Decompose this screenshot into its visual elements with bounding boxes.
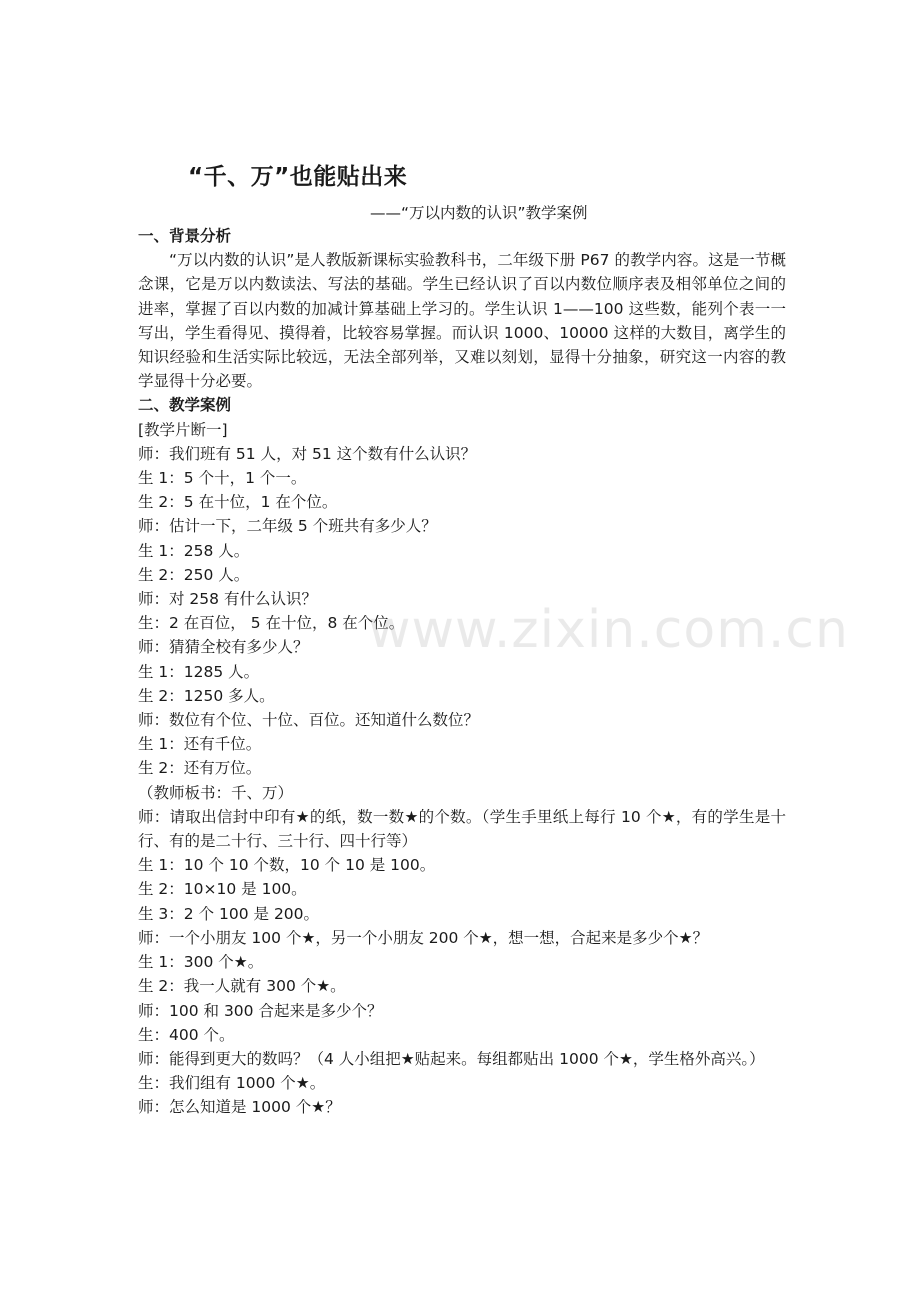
dialogue-line: 师：一个小朋友 100 个★，另一个小朋友 200 个★，想一想，合起来是多少个★？ bbox=[138, 928, 709, 947]
dialogue-line: 生 1：1285 人。 bbox=[138, 662, 260, 681]
section-heading-background: 一、背景分析 bbox=[138, 227, 232, 245]
dialogue-line: 生 2：250 人。 bbox=[138, 565, 250, 584]
dialogue-line: 生 1：还有千位。 bbox=[138, 735, 262, 754]
segment-label: [教学片断一] bbox=[138, 420, 228, 439]
dialogue-line: 师：对 258 有什么认识？ bbox=[138, 590, 317, 609]
dialogue-line: 师：数位有个位、十位、百位。还知道什么数位？ bbox=[138, 711, 480, 730]
dialogue-line: 生 2：5 在十位，1 在个位。 bbox=[138, 493, 338, 512]
document-subtitle: ——“万以内数的认识”教学案例 bbox=[370, 204, 588, 222]
dialogue-line: 师：我们班有 51 人，对 51 这个数有什么认识？ bbox=[138, 444, 477, 463]
dialogue-line: 师：100 和 300 合起来是多少个？ bbox=[138, 1001, 383, 1020]
dialogue-line: 生 3：2 个 100 是 200。 bbox=[138, 904, 320, 923]
dialogue-line: 师：怎么知道是 1000 个★？ bbox=[138, 1098, 341, 1117]
dialogue-line: 生 1：258 人。 bbox=[138, 541, 250, 560]
dialogue-line: （教师板书：千、万） bbox=[138, 783, 294, 802]
dialogue-line: 生：我们组有 1000 个★。 bbox=[138, 1074, 326, 1093]
dialogue-line: 生 2：10×10 是 100。 bbox=[138, 880, 307, 899]
dialogue-line: 生 1：5 个十，1 个一。 bbox=[138, 469, 307, 488]
document-body bbox=[138, 224, 786, 1120]
dialogue-line: 生 2：我一人就有 300 个★。 bbox=[138, 977, 346, 996]
dialogue-line: 师：请取出信封中印有★的纸，数一数★的个数。（学生手里纸上每行 10 个★，有的学生是十行、有的是二十行、三十行、四十行等） bbox=[138, 807, 786, 851]
dialogue-line: 生 1：10 个 10 个数，10 个 10 是 100。 bbox=[138, 856, 436, 875]
dialogue-line: 师：估计一下，二年级 5 个班共有多少人？ bbox=[138, 517, 437, 536]
background-paragraph: “万以内数的认识”是人教版新课标实验教科书，二年级下册 P67 的教学内容。这是一节概念课，它是万以内数读法、写法的基础。学生已经认识了百以内数位顺序表及相邻单位之间的进率，掌握了百以内数的加减计算基础上学习的。学生认识 1——100 这些数，能列个表一一写出，学生看得见、摸得着，比较容易掌握。而认识 1000、10000 这样的大数目，离学生的知识经验和生活实际比较远，无法全部列举，又难以刻划，显得十分抽象，研究这一内容的教学显得十分必要。 bbox=[138, 251, 786, 391]
dialogue-line: 生：2 在百位， 5 在十位，8 在个位。 bbox=[138, 614, 405, 633]
dialogue-line: 生 1：300 个★。 bbox=[138, 953, 264, 972]
dialogue-line: 师：猜猜全校有多少人？ bbox=[138, 638, 309, 657]
dialogue-line: 生：400 个。 bbox=[138, 1025, 235, 1044]
watermark: www.zixin.com.cn bbox=[368, 600, 849, 660]
dialogue-line: 师：能得到更大的数吗？（4 人小组把★贴起来。每组都贴出 1000 个★，学生格外高兴。） bbox=[138, 1049, 765, 1068]
document-title: “千、万”也能贴出来 bbox=[188, 164, 408, 190]
dialogue-line: 生 2：1250 多人。 bbox=[138, 686, 275, 705]
section-heading-case: 二、教学案例 bbox=[138, 396, 232, 415]
dialogue-line: 生 2：还有万位。 bbox=[138, 759, 262, 778]
